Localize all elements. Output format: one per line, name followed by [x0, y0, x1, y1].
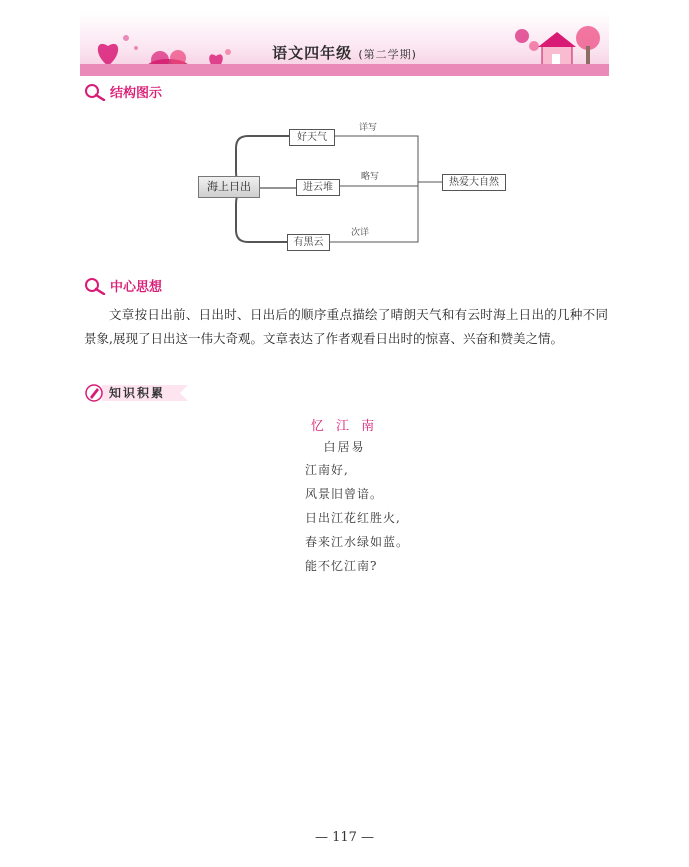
magnifier-icon — [84, 277, 106, 295]
page-number: — 117 — — [314, 830, 375, 845]
central-idea-text: 文章按日出前、日出时、日出后的顺序重点描绘了晴朗天气和有云时海上日出的几种不同景象,展现了日出这一伟大奇观。文章表达了作者观看日出时的惊喜、兴奋和赞美之情。 — [84, 307, 608, 346]
poem-author: 白居易 — [323, 440, 366, 454]
structure-diagram — [156, 112, 532, 262]
header-band — [80, 64, 609, 76]
page-subtitle: (第二学期) — [358, 48, 417, 61]
diagram-branch-note: 次详 — [351, 228, 370, 238]
poem-line: 风景旧曾谙。 — [305, 487, 384, 501]
poem-line: 能不忆江南? — [305, 559, 378, 573]
diagram-conclusion-node: 热爱大自然 — [442, 174, 506, 191]
diagram-branch-node: 好天气 — [289, 129, 335, 146]
central-idea-section-heading — [84, 276, 162, 295]
poem-line: 日出江花红胜火, — [305, 511, 401, 525]
diagram-branch-node: 进云堆 — [296, 179, 340, 196]
diagram-branch-note: 略写 — [361, 172, 380, 182]
structure-section-heading — [84, 82, 162, 101]
central-idea-paragraph — [84, 303, 608, 351]
diagram-branch-note: 详写 — [359, 123, 378, 133]
poem-line: 春来江水绿如蓝。 — [305, 535, 410, 549]
central-idea-section-title: 中心思想 — [110, 280, 163, 295]
page-title: 语文四年级 (第二学期) — [272, 44, 417, 62]
poem-title: 忆 江 南 — [310, 419, 379, 434]
structure-section-title: 结构图示 — [110, 86, 163, 101]
poem-line: 江南好, — [305, 463, 349, 477]
diagram-branch-node: 有黑云 — [287, 234, 330, 251]
diagram-root-node: 海上日出 — [198, 176, 260, 198]
knowledge-section-title: 知识积累 — [109, 386, 166, 400]
magnifier-icon — [84, 83, 106, 101]
